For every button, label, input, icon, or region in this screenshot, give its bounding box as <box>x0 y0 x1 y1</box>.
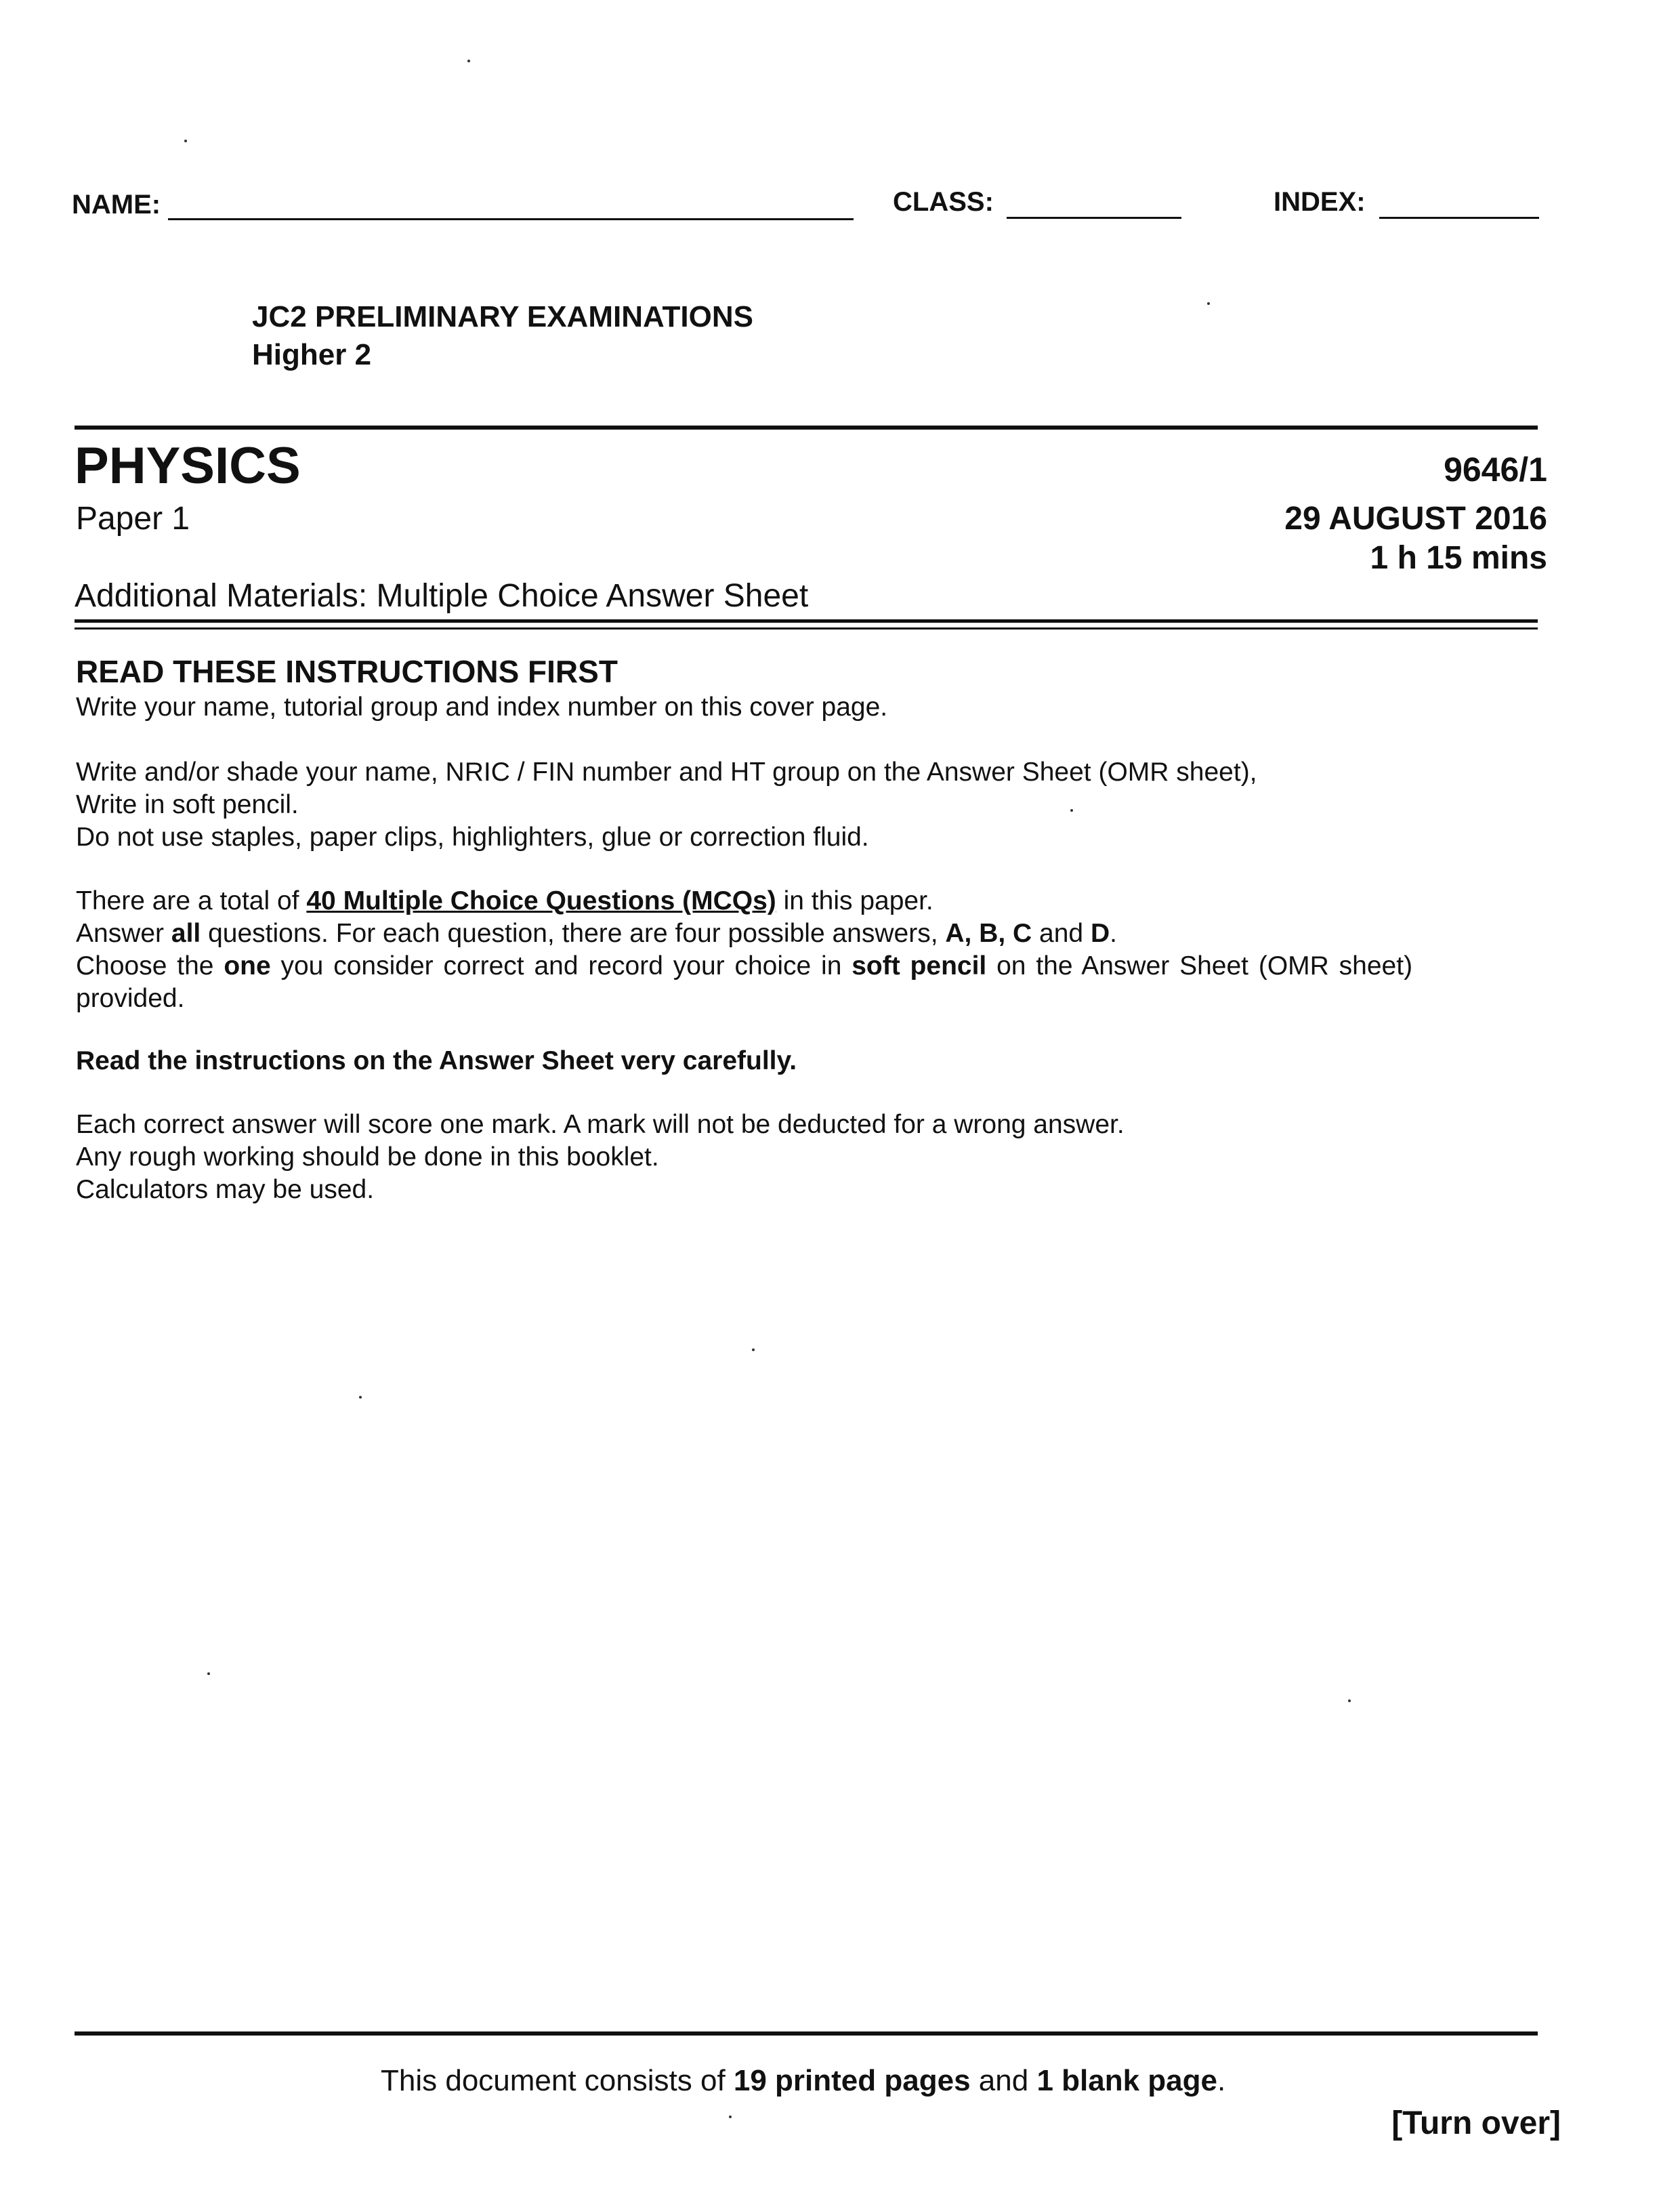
instruction-provided: provided. <box>76 984 185 1013</box>
scan-speck <box>359 1396 362 1399</box>
exam-title: JC2 PRELIMINARY EXAMINATIONS <box>252 300 753 333</box>
emphasis: A, B, C <box>945 919 1032 948</box>
class-label: CLASS: <box>893 187 994 217</box>
scan-speck <box>1070 809 1073 812</box>
scan-speck <box>729 2115 732 2118</box>
syllabus-code: 9646/1 <box>1444 451 1547 489</box>
mcq-count: 40 Multiple Choice Questions (MCQs) <box>306 886 776 915</box>
scan-speck <box>1207 302 1210 305</box>
text: Choose the <box>76 951 224 981</box>
instruction-no-staples: Do not use staples, paper clips, highlighters, glue or correction fluid. <box>76 823 869 852</box>
instruction-soft-pencil: Write in soft pencil. <box>76 790 299 819</box>
text: and <box>1032 919 1091 948</box>
turn-over: [Turn over] <box>1391 2105 1561 2141</box>
mid-divider-lower <box>75 627 1538 629</box>
text: This document consists of <box>381 2064 734 2097</box>
paper-number: Paper 1 <box>76 501 190 537</box>
top-divider <box>75 426 1538 430</box>
printed-pages: 19 printed pages <box>733 2064 971 2097</box>
text: . <box>1217 2064 1226 2097</box>
text: in this paper. <box>776 886 933 915</box>
text: on the Answer Sheet (OMR sheet) <box>986 951 1413 981</box>
instruction-cover-page: Write your name, tutorial group and index number on this cover page. <box>76 693 888 722</box>
name-label: NAME: <box>72 190 161 220</box>
name-field[interactable] <box>168 218 854 220</box>
text: There are a total of <box>76 886 307 915</box>
class-field[interactable] <box>1007 217 1181 219</box>
instruction-scoring: Each correct answer will score one mark. A mark will not be deducted for a wrong answer. <box>76 1110 1125 1139</box>
emphasis: all <box>171 919 201 948</box>
text: Answer <box>76 919 171 948</box>
emphasis: D <box>1090 919 1110 948</box>
scan-speck <box>1348 1699 1351 1702</box>
instruction-answer-all <box>76 917 1117 950</box>
exam-date: 29 AUGUST 2016 <box>1284 501 1547 537</box>
exam-duration: 1 h 15 mins <box>1370 540 1547 576</box>
text: . <box>1110 919 1117 948</box>
instruction-question-count <box>76 885 933 917</box>
scan-speck <box>207 1672 210 1675</box>
scan-speck <box>184 140 187 142</box>
index-field[interactable] <box>1379 217 1539 219</box>
scan-speck <box>752 1348 755 1351</box>
instruction-read-carefully: Read the instructions on the Answer Sheet very carefully. <box>76 1046 797 1075</box>
instruction-calculators: Calculators may be used. <box>76 1175 375 1204</box>
instruction-omr-details: Write and/or shade your name, NRIC / FIN number and HT group on the Answer Sheet (OMR sheet), <box>76 758 1257 787</box>
additional-materials: Additional Materials: Multiple Choice Answer Sheet <box>75 578 809 614</box>
index-label: INDEX: <box>1274 187 1366 217</box>
text: questions. For each question, there are four possible answers, <box>201 919 946 948</box>
instruction-choose-one <box>76 950 1412 983</box>
scan-speck <box>467 60 470 62</box>
page-count <box>381 2064 1225 2098</box>
instructions-heading: READ THESE INSTRUCTIONS FIRST <box>76 654 618 689</box>
text: and <box>970 2064 1037 2097</box>
emphasis: one <box>224 951 271 981</box>
instruction-rough-working: Any rough working should be done in this booklet. <box>76 1142 659 1172</box>
footer-divider <box>75 2031 1538 2036</box>
text: you consider correct and record your choice in <box>270 951 852 981</box>
emphasis: soft pencil <box>852 951 987 981</box>
mid-divider-upper <box>75 619 1538 623</box>
subject-title: PHYSICS <box>75 437 301 495</box>
blank-pages: 1 blank page <box>1036 2064 1217 2097</box>
exam-level: Higher 2 <box>252 338 372 371</box>
